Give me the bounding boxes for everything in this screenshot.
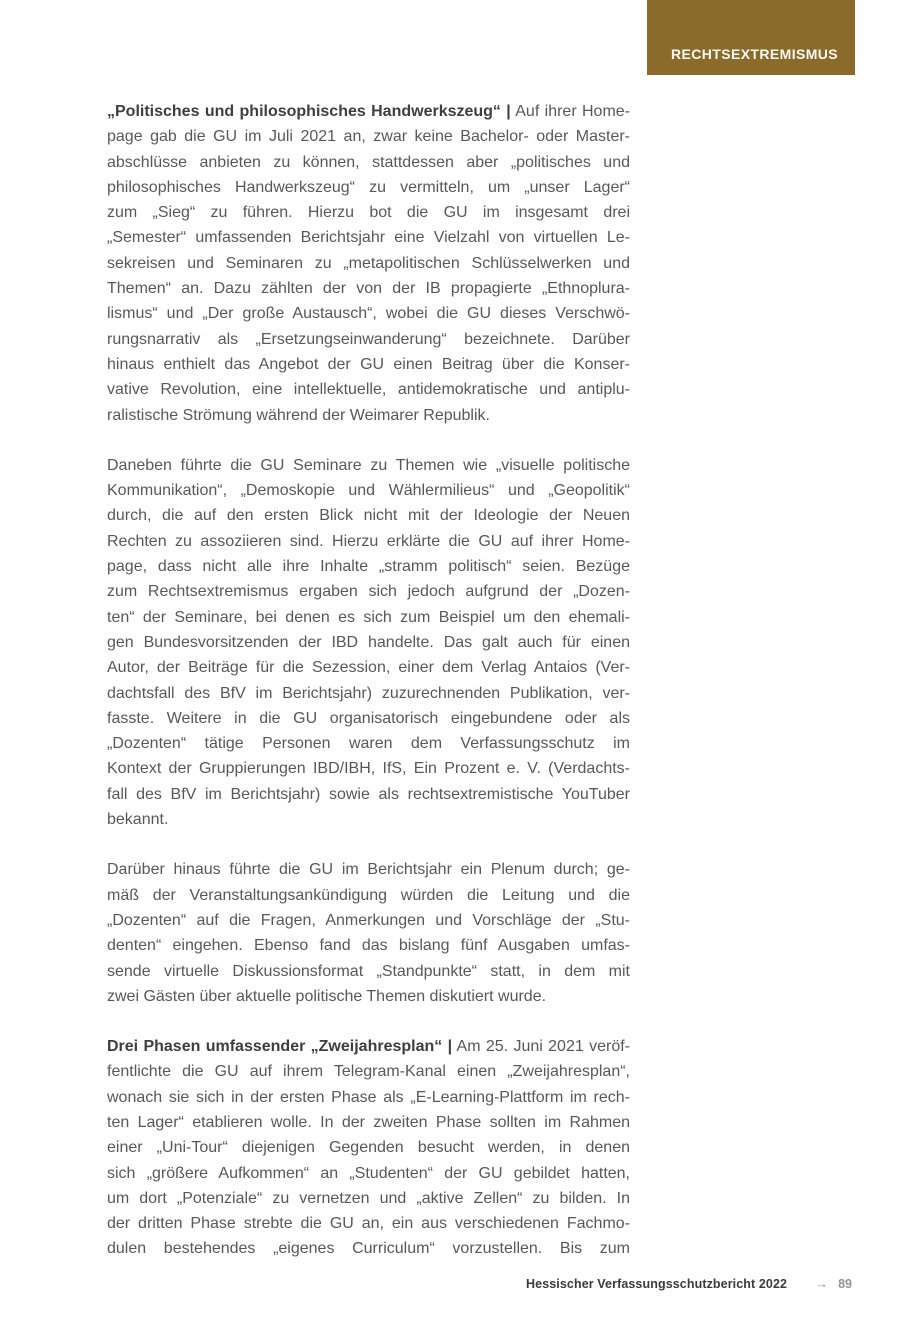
text-line: mäß der Veranstaltungsankündigung würden die Leitung und die (107, 886, 630, 904)
text-line: ten“ der Seminare, bei denen es sich zum Beispiel um den ehemali- (107, 608, 630, 626)
text-line: denten“ eingehen. Ebenso fand das bislang fünf Ausgaben umfas- (107, 937, 630, 955)
section-badge-label: RECHTSEXTREMISMUS (671, 46, 839, 62)
text-line: zum Rechtsextremismus ergaben sich jedoch aufgrund der „Dozen- (107, 583, 630, 601)
paragraph-lead-text: „Politisches und philosophisches Handwerkszeug“ | (107, 103, 511, 120)
text-line: fasste. Weitere in die GU organisatorisch eingebundene oder als (107, 709, 630, 727)
text-line: fentlichte die GU auf ihrem Telegram-Kanal einen „Zweijahresplan“, (107, 1063, 630, 1081)
text-line: ralistische Strömung während der Weimarer Republik. (107, 406, 490, 424)
paragraph (107, 99, 630, 428)
text-line: abschlüsse anbieten zu können, stattdessen aber „politisches und (107, 153, 630, 171)
text-line: durch, die auf den ersten Blick nicht mit der Ideologie der Neuen (107, 507, 630, 525)
text-line: Darüber hinaus führte die GU im Berichtsjahr ein Plenum durch; ge- (107, 861, 630, 879)
text-line: der dritten Phase strebte die GU an, ein aus verschiedenen Fachmo- (107, 1215, 630, 1233)
text-line: sekreisen und Seminaren zu „metapolitischen Schlüsselwerken und (107, 254, 630, 272)
text-line: Themen“ an. Dazu zählten der von der IB propagierte „Ethnoplura- (107, 280, 630, 298)
text-line: lismus“ und „Der große Austausch“, wobei die GU dieses Verschwö- (107, 305, 630, 323)
text-line: „Politisches und philosophisches Handwerkszeug“ | Auf ihrer Home- (107, 103, 631, 120)
paragraph (107, 453, 630, 832)
text-line: dulen bestehendes „eigenes Curriculum“ vorzustellen. Bis zum (107, 1240, 630, 1258)
text-line: „Dozenten“ auf die Fragen, Anmerkungen und Vorschläge der „Stu- (107, 911, 630, 929)
page-footer (526, 1276, 852, 1291)
text-line: gen Bundesvorsitzenden der IBD handelte. Das galt auch für einen (107, 633, 630, 651)
paragraph (107, 1034, 630, 1262)
text-line: „Semester“ umfassenden Berichtsjahr eine Vielzahl von virtuellen Le- (107, 229, 630, 247)
text-line: sende virtuelle Diskussionsformat „Standpunkte“ statt, in dem mit (107, 962, 630, 980)
text-line: bekannt. (107, 811, 169, 829)
text-line: sich „größere Aufkommen“ an „Studenten“ der GU gebildet hatten, (107, 1164, 630, 1182)
text-line: zwei Gästen über aktuelle politische Themen diskutiert wurde. (107, 987, 547, 1005)
paragraph (107, 857, 630, 1009)
text-line: um dort „Potenziale“ zu vernetzen und „aktive Zellen“ zu bilden. In (107, 1189, 630, 1207)
text-line: philosophisches Handwerkszeug“ zu vermitteln, um „unser Lager“ (107, 178, 630, 196)
footer-page-number: 89 (838, 1277, 852, 1291)
footer-report-title: Hessischer Verfassungsschutzbericht 2022 (526, 1277, 788, 1291)
text-line: einer „Uni-Tour“ diejenigen Gegenden besucht werden, in denen (107, 1139, 630, 1157)
text-line: page gab die GU im Juli 2021 an, zwar keine Bachelor- oder Master- (107, 128, 630, 146)
footer-arrow-icon: → (815, 1276, 829, 1291)
section-badge (647, 0, 855, 75)
text-line: Kommunikation“, „Demoskopie und Wählermilieus“ und „Geopolitik“ (107, 482, 630, 500)
text-line: wonach sie sich in der ersten Phase als „E-Learning-Plattform im rech- (107, 1088, 630, 1106)
text-line: page, dass nicht alle ihre Inhalte „stramm politisch“ seien. Bezüge (107, 558, 630, 576)
text-line: „Dozenten“ tätige Personen waren dem Verfassungsschutz im (107, 735, 630, 753)
text-line: vative Revolution, eine intellektuelle, antidemokratische und antiplu- (107, 381, 630, 399)
body-text (107, 99, 630, 1262)
text-line: rungsnarrativ als „Ersetzungseinwanderung“ bezeichnete. Darüber (107, 330, 630, 348)
text-line: ten Lager“ etablieren wolle. In der zweiten Phase sollten im Rahmen (107, 1113, 630, 1131)
text-line: Kontext der Gruppierungen IBD/IBH, IfS, Ein Prozent e. V. (Verdachts- (107, 760, 630, 778)
text-line: Autor, der Beiträge für die Sezession, einer dem Verlag Antaios (Ver- (107, 659, 630, 677)
text-line: Drei Phasen umfassender „Zweijahresplan“ | Am 25. Juni 2021 veröf- (107, 1038, 630, 1056)
paragraph-lead-text: Drei Phasen umfassender „Zweijahresplan“ | (107, 1038, 453, 1056)
text-line: hinaus enthielt das Angebot der GU einen Beitrag über die Konser- (107, 355, 630, 373)
text-line: zum „Sieg“ zu führen. Hierzu bot die GU im insgesamt drei (107, 204, 630, 222)
text-line: Rechten zu assoziieren sind. Hierzu erklärte die GU auf ihrer Home- (107, 532, 630, 550)
text-line: fall des BfV im Berichtsjahr) sowie als rechtsextremistische YouTuber (107, 785, 630, 803)
text-line: dachtsfall des BfV im Berichtsjahr) zuzurechnenden Publikation, ver- (107, 684, 630, 702)
text-line: Daneben führte die GU Seminare zu Themen wie „visuelle politische (107, 456, 630, 474)
